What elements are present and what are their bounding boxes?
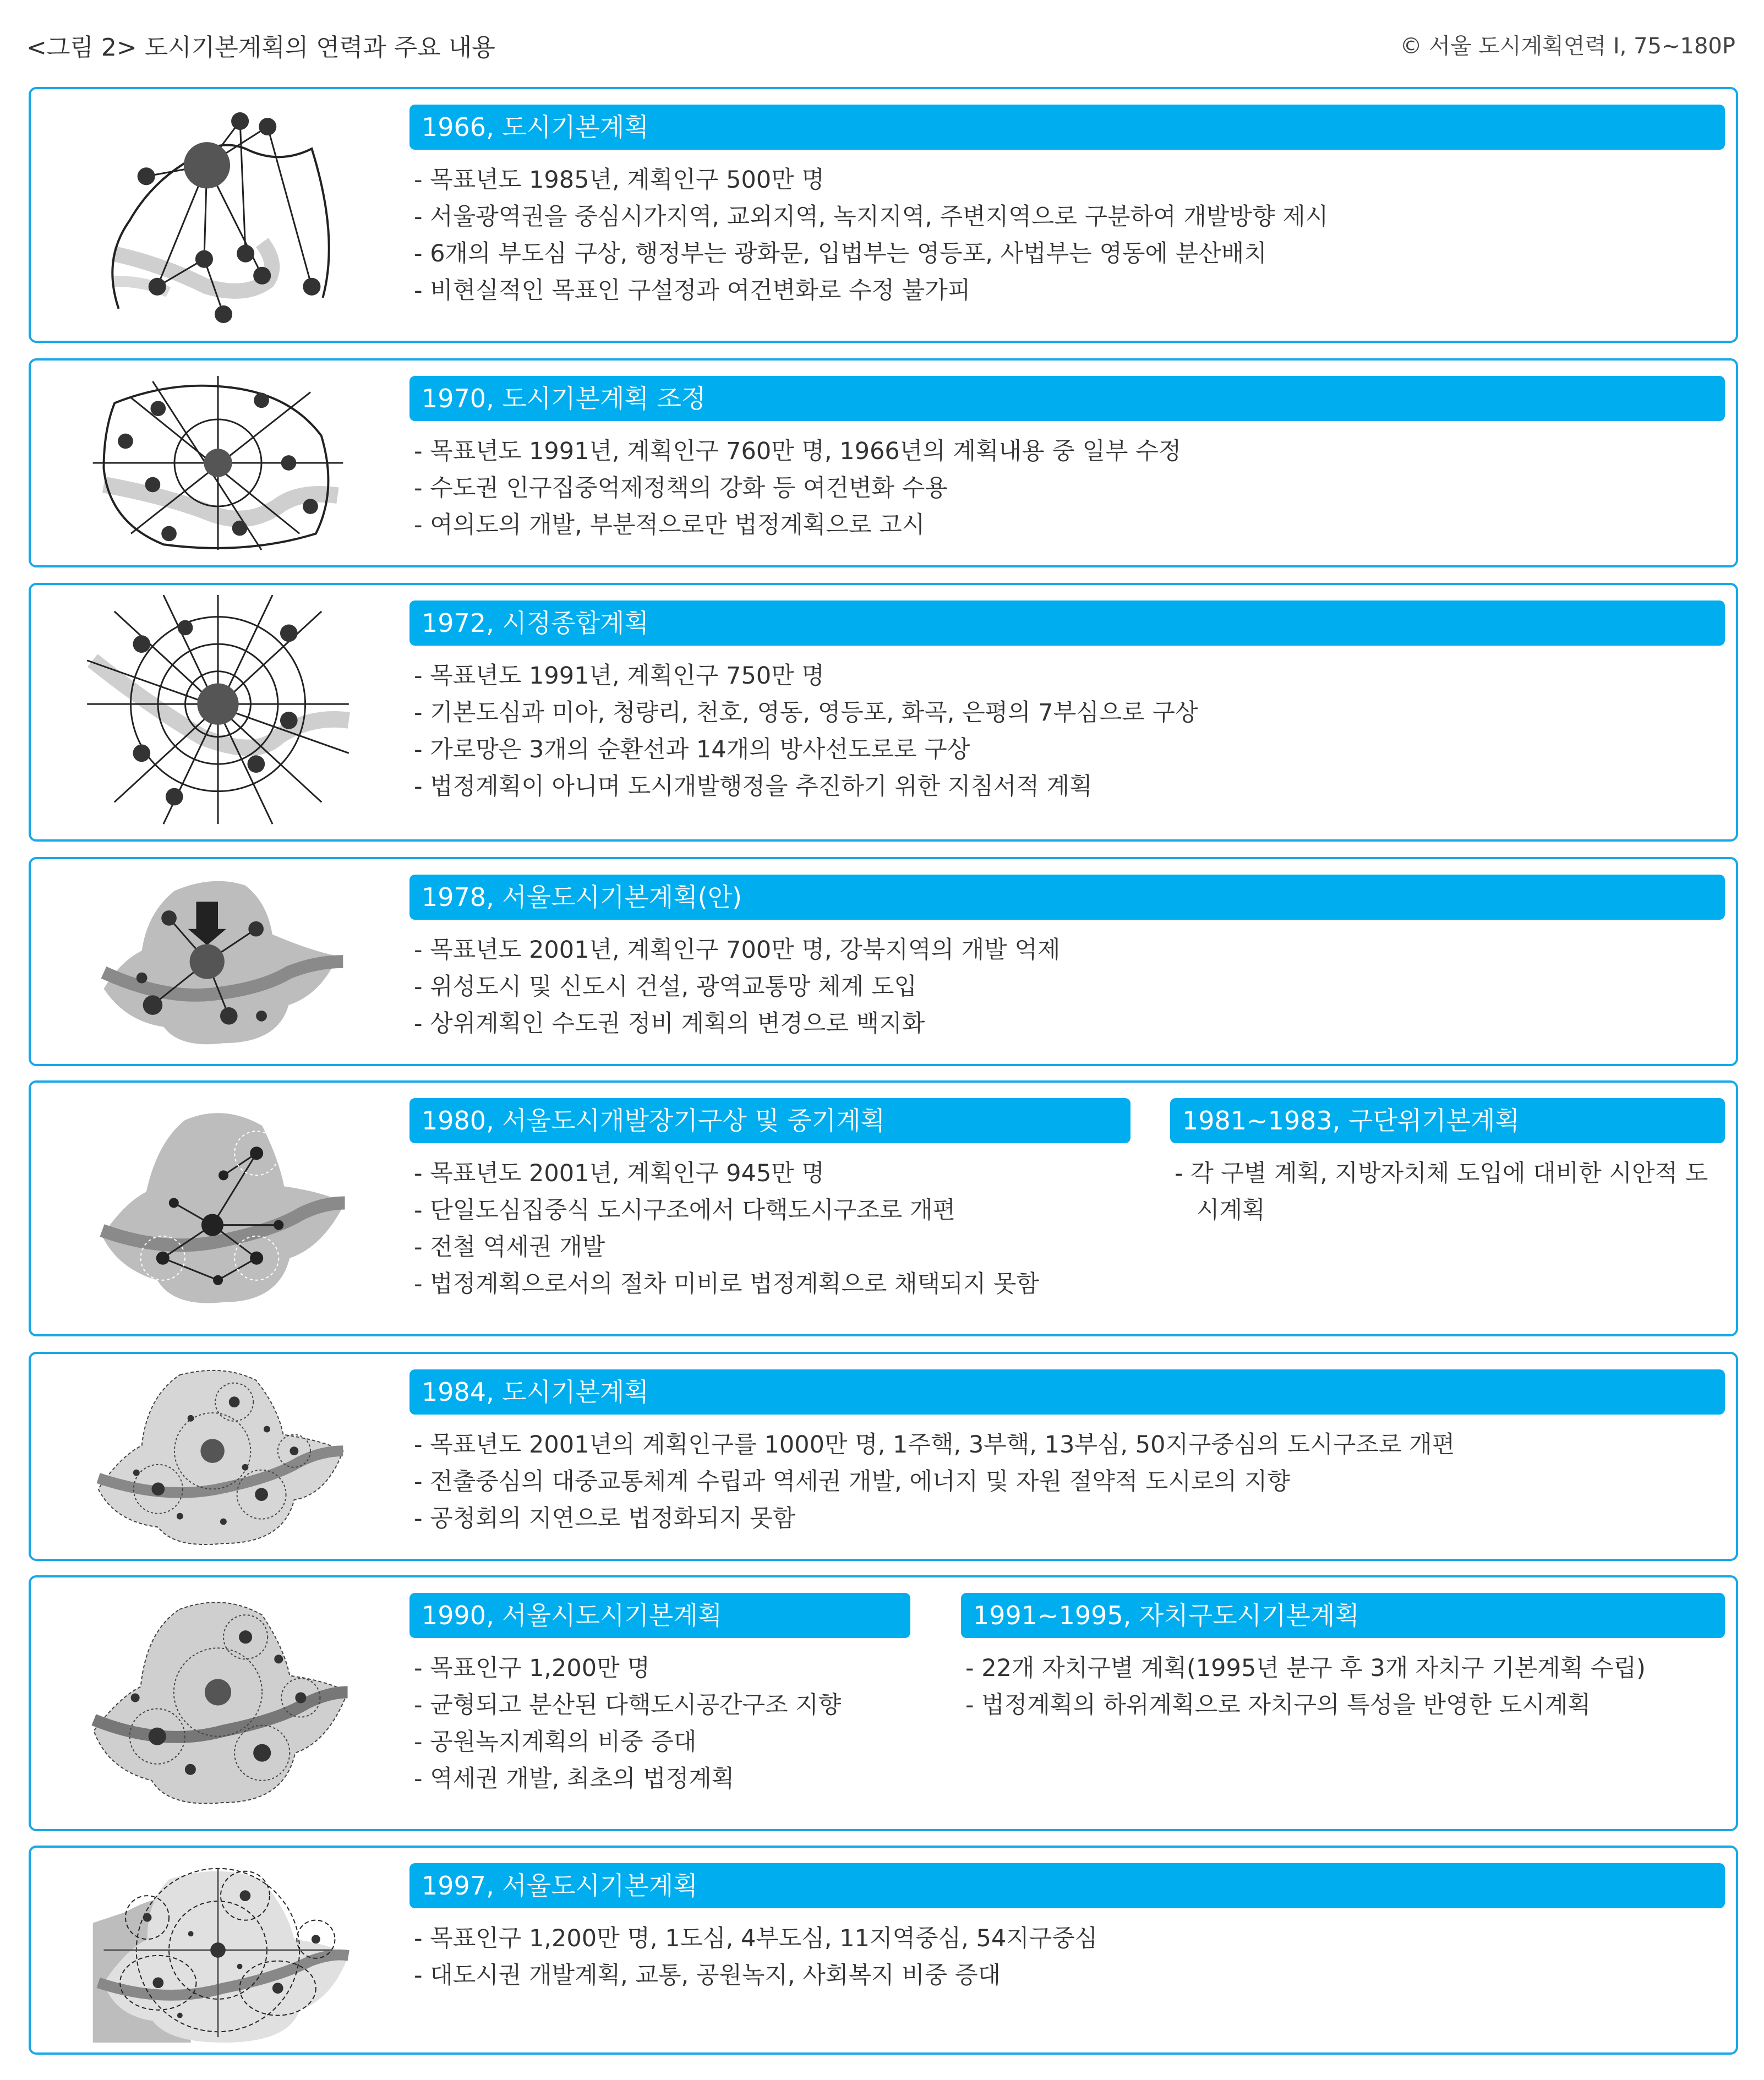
plan-1966 xyxy=(409,105,1725,309)
plan-title-bar: 1970, 도시기본계획 조정 xyxy=(409,376,1725,421)
plan-item: - 법정계획의 하위계획으로 자치구의 특성을 반영한 도시계획 xyxy=(961,1687,1725,1724)
plan-item: - 여의도의 개발, 부분적으로만 법정계획으로 고시 xyxy=(409,507,1725,544)
plan-item: - 기본도심과 미아, 청량리, 천호, 영동, 영등포, 화곡, 은평의 7부심으로 구상 xyxy=(409,695,1725,731)
plan-item: - 각 구별 계획, 지방자치체 도입에 대비한 시안적 도시계획 xyxy=(1170,1155,1725,1229)
plan-section-1972 xyxy=(29,583,1738,842)
plan-1997 xyxy=(409,1863,1725,1994)
plan-1990 xyxy=(409,1593,910,1798)
plan-item: - 목표년도 2001년, 계획인구 945만 명 xyxy=(409,1155,1131,1192)
diagram-1978 xyxy=(75,869,361,1054)
diagram-1997 xyxy=(75,1858,361,2043)
plan-section-1984 xyxy=(29,1352,1738,1561)
plan-item: - 가로망은 3개의 순환선과 14개의 방사선도로로 구상 xyxy=(409,731,1725,768)
plan-section-1980 xyxy=(29,1080,1738,1336)
plan-item: - 서울광역권을 중심시가지역, 교외지역, 녹지지역, 주변지역으로 구분하여 개발방향 제시 xyxy=(409,199,1725,236)
plan-title-bar: 1997, 서울도시기본계획 xyxy=(409,1863,1725,1908)
plan-item: - 대도시권 개발계획, 교통, 공원녹지, 사회복지 비중 증대 xyxy=(409,1957,1725,1994)
plan-item: - 목표년도 1991년, 계획인구 750만 명 xyxy=(409,658,1725,695)
plan-section-1978 xyxy=(29,857,1738,1066)
plan-items xyxy=(409,1155,1131,1303)
plan-title-bar: 1972, 시정종합계획 xyxy=(409,600,1725,646)
plan-item: - 공청회의 지연으로 법정화되지 못함 xyxy=(409,1500,1725,1537)
plan-items xyxy=(961,1650,1725,1724)
plan-items xyxy=(1170,1155,1725,1229)
plan-item: - 전철 역세권 개발 xyxy=(409,1229,1131,1266)
plan-item: - 목표년도 1985년, 계획인구 500만 명 xyxy=(409,162,1725,199)
plan-title-bar: 1966, 도시기본계획 xyxy=(409,105,1725,150)
plan-item: - 전출중심의 대중교통체계 수립과 역세권 개발, 에너지 및 자원 절약적 도시로의 지향 xyxy=(409,1464,1725,1500)
plan-items xyxy=(409,162,1725,309)
plan-item: - 역세권 개발, 최초의 법정계획 xyxy=(409,1761,910,1798)
plan-item: - 6개의 부도심 구상, 행정부는 광화문, 입법부는 영등포, 사법부는 영동에 분산배치 xyxy=(409,236,1725,272)
plan-item: - 목표년도 2001년, 계획인구 700만 명, 강북지역의 개발 억제 xyxy=(409,932,1725,969)
plan-1984 xyxy=(409,1369,1725,1537)
plan-item: - 목표년도 1991년, 계획인구 760만 명, 1966년의 계획내용 중 일부 수정 xyxy=(409,433,1725,470)
diagram-1972 xyxy=(75,595,361,829)
diagram-1966 xyxy=(75,99,361,331)
plan-item: - 법정계획이 아니며 도시개발행정을 추진하기 위한 지침서적 계획 xyxy=(409,768,1725,805)
diagram-1980 xyxy=(75,1093,361,1324)
plan-item: - 법정계획으로서의 절차 미비로 법정계획으로 채택되지 못함 xyxy=(409,1266,1131,1303)
plan-title-bar: 1981~1983, 구단위기본계획 xyxy=(1170,1098,1725,1143)
plan-item: - 단일도심집중식 도시구조에서 다핵도시구조로 개편 xyxy=(409,1192,1131,1229)
plan-item: - 공원녹지계획의 비중 증대 xyxy=(409,1724,910,1761)
plan-section-1990 xyxy=(29,1575,1738,1831)
plan-title-bar: 1980, 서울도시개발장기구상 및 중기계획 xyxy=(409,1098,1131,1143)
plan-items xyxy=(409,932,1725,1042)
plan-item: - 상위계획인 수도권 정비 계획의 변경으로 백지화 xyxy=(409,1006,1725,1042)
diagram-1970 xyxy=(75,370,361,555)
plan-section-1997 xyxy=(29,1846,1738,2055)
plan-1972 xyxy=(409,600,1725,805)
plan-item: - 목표년도 2001년의 계획인구를 1000만 명, 1주핵, 3부핵, 13부심, 50지구중심의 도시구조로 개편 xyxy=(409,1427,1725,1464)
plan-title-bar: 1978, 서울도시기본계획(안) xyxy=(409,875,1725,920)
diagram-1984 xyxy=(75,1364,361,1549)
plan-item: - 22개 자치구별 계획(1995년 분구 후 3개 자치구 기본계획 수립) xyxy=(961,1650,1725,1687)
plan-title-bar: 1991~1995, 자치구도시기본계획 xyxy=(961,1593,1725,1638)
plan-section-1966 xyxy=(29,87,1738,343)
plan-item: - 목표인구 1,200만 명 xyxy=(409,1650,910,1687)
plan-1970 xyxy=(409,376,1725,544)
plan-item: - 수도권 인구집중억제정책의 강화 등 여건변화 수용 xyxy=(409,470,1725,507)
plan-item: - 비현실적인 목표인 구설정과 여건변화로 수정 불가피 xyxy=(409,272,1725,309)
source-credit: © 서울 도시계획연력 I, 75~180P xyxy=(1400,34,1735,59)
plan-1980 xyxy=(409,1098,1131,1303)
plan-title-bar: 1990, 서울시도시기본계획 xyxy=(409,1593,910,1638)
plan-1981-1983 xyxy=(1170,1098,1725,1229)
plan-1978 xyxy=(409,875,1725,1042)
plan-1991-1995 xyxy=(961,1593,1725,1724)
plan-section-1970 xyxy=(29,358,1738,567)
diagram-1990 xyxy=(75,1587,361,1819)
plan-items xyxy=(409,1920,1725,1994)
plan-item: - 위성도시 및 신도시 건설, 광역교통망 체계 도입 xyxy=(409,969,1725,1006)
figure-title: <그림 2> 도시기본계획의 연력과 주요 내용 xyxy=(26,34,495,62)
plan-items xyxy=(409,1427,1725,1537)
plan-title-bar: 1984, 도시기본계획 xyxy=(409,1369,1725,1415)
plan-item: - 균형되고 분산된 다핵도시공간구조 지향 xyxy=(409,1687,910,1724)
plan-items xyxy=(409,1650,910,1798)
plan-items xyxy=(409,433,1725,544)
plan-items xyxy=(409,658,1725,805)
plan-item: - 목표인구 1,200만 명, 1도심, 4부도심, 11지역중심, 54지구중심 xyxy=(409,1920,1725,1957)
